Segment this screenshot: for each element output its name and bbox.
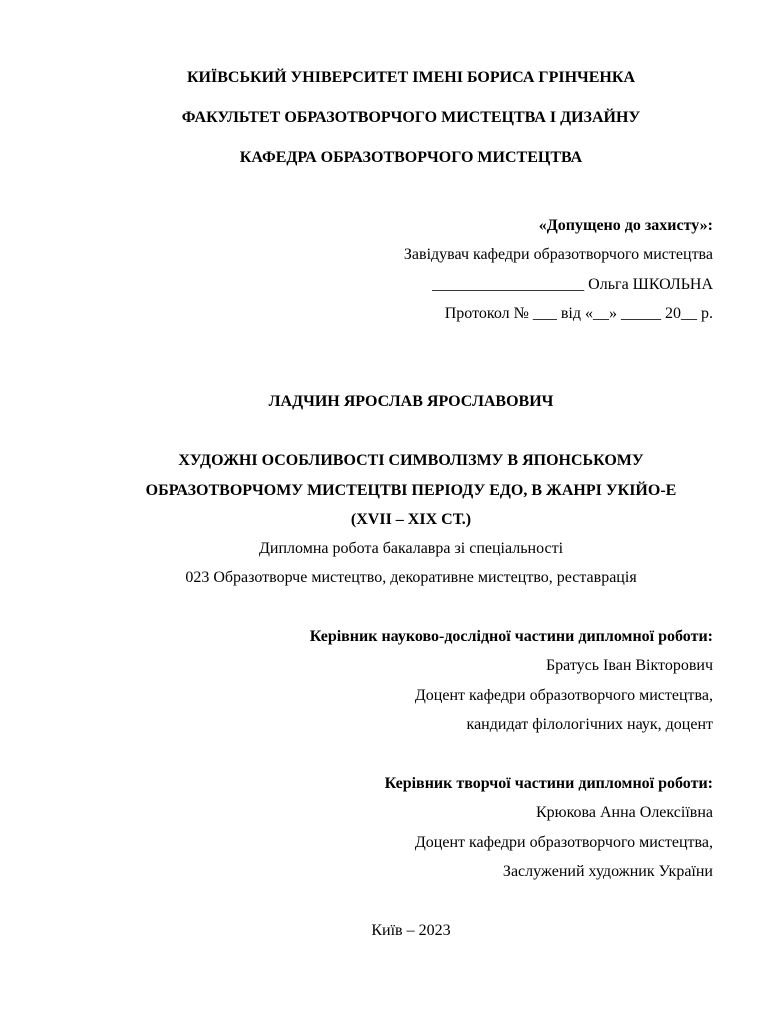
creative-supervisor-title: Керівник творчої частини дипломної роботи: xyxy=(384,775,713,792)
creative-supervisor-name: Крюкова Анна Олексіївна xyxy=(535,804,713,821)
city-year: Київ – 2023 xyxy=(371,922,451,939)
faculty-name: ФАКУЛЬТЕТ ОБРАЗОТВОРЧОГО МИСТЕЦТВА І ДИЗАЙНУ xyxy=(181,109,641,126)
thesis-title-line-1: ХУДОЖНІ ОСОБЛИВОСТІ СИМВОЛІЗМУ В ЯПОНСЬКОМУ xyxy=(178,452,644,469)
approval-position: Завідувач кафедри образотворчого мистецтва xyxy=(403,246,713,263)
thesis-specialty: 023 Образотворче мистецтво, декоративне мистецтво, реставрація xyxy=(185,569,637,586)
approval-protocol: Протокол № ___ від «__» _____ 20__ р. xyxy=(444,305,713,322)
thesis-title-line-2: ОБРАЗОТВОРЧОМУ МИСТЕЦТВІ ПЕРІОДУ ЕДО, В ЖАНРІ УКІЙО-Е xyxy=(145,482,677,499)
creative-supervisor-position: Доцент кафедри образотворчого мистецтва, xyxy=(414,834,713,851)
research-supervisor-degree: кандидат філологічних наук, доцент xyxy=(466,716,713,733)
research-supervisor-name: Братусь Іван Вікторович xyxy=(545,657,713,674)
approval-title: «Допущено до захисту»: xyxy=(538,217,713,234)
university-name: КИЇВСЬКИЙ УНІВЕРСИТЕТ ІМЕНІ БОРИСА ГРІНЧЕНКА xyxy=(186,69,636,86)
thesis-title-line-3: (XVII – XIX СТ.) xyxy=(350,511,472,528)
research-supervisor-position: Доцент кафедри образотворчого мистецтва, xyxy=(414,687,713,704)
thesis-type: Дипломна робота бакалавра зі спеціальності xyxy=(258,540,564,557)
author-name: ЛАДЧИН ЯРОСЛАВ ЯРОСЛАВОВИЧ xyxy=(268,393,554,410)
research-supervisor-title: Керівник науково-дослідної частини дипломної роботи: xyxy=(309,628,713,645)
approval-signature-line: ___________________ Ольга ШКОЛЬНА xyxy=(432,276,713,293)
department-name: КАФЕДРА ОБРАЗОТВОРЧОГО МИСТЕЦТВА xyxy=(239,149,583,166)
creative-supervisor-honor: Заслужений художник України xyxy=(502,863,713,880)
